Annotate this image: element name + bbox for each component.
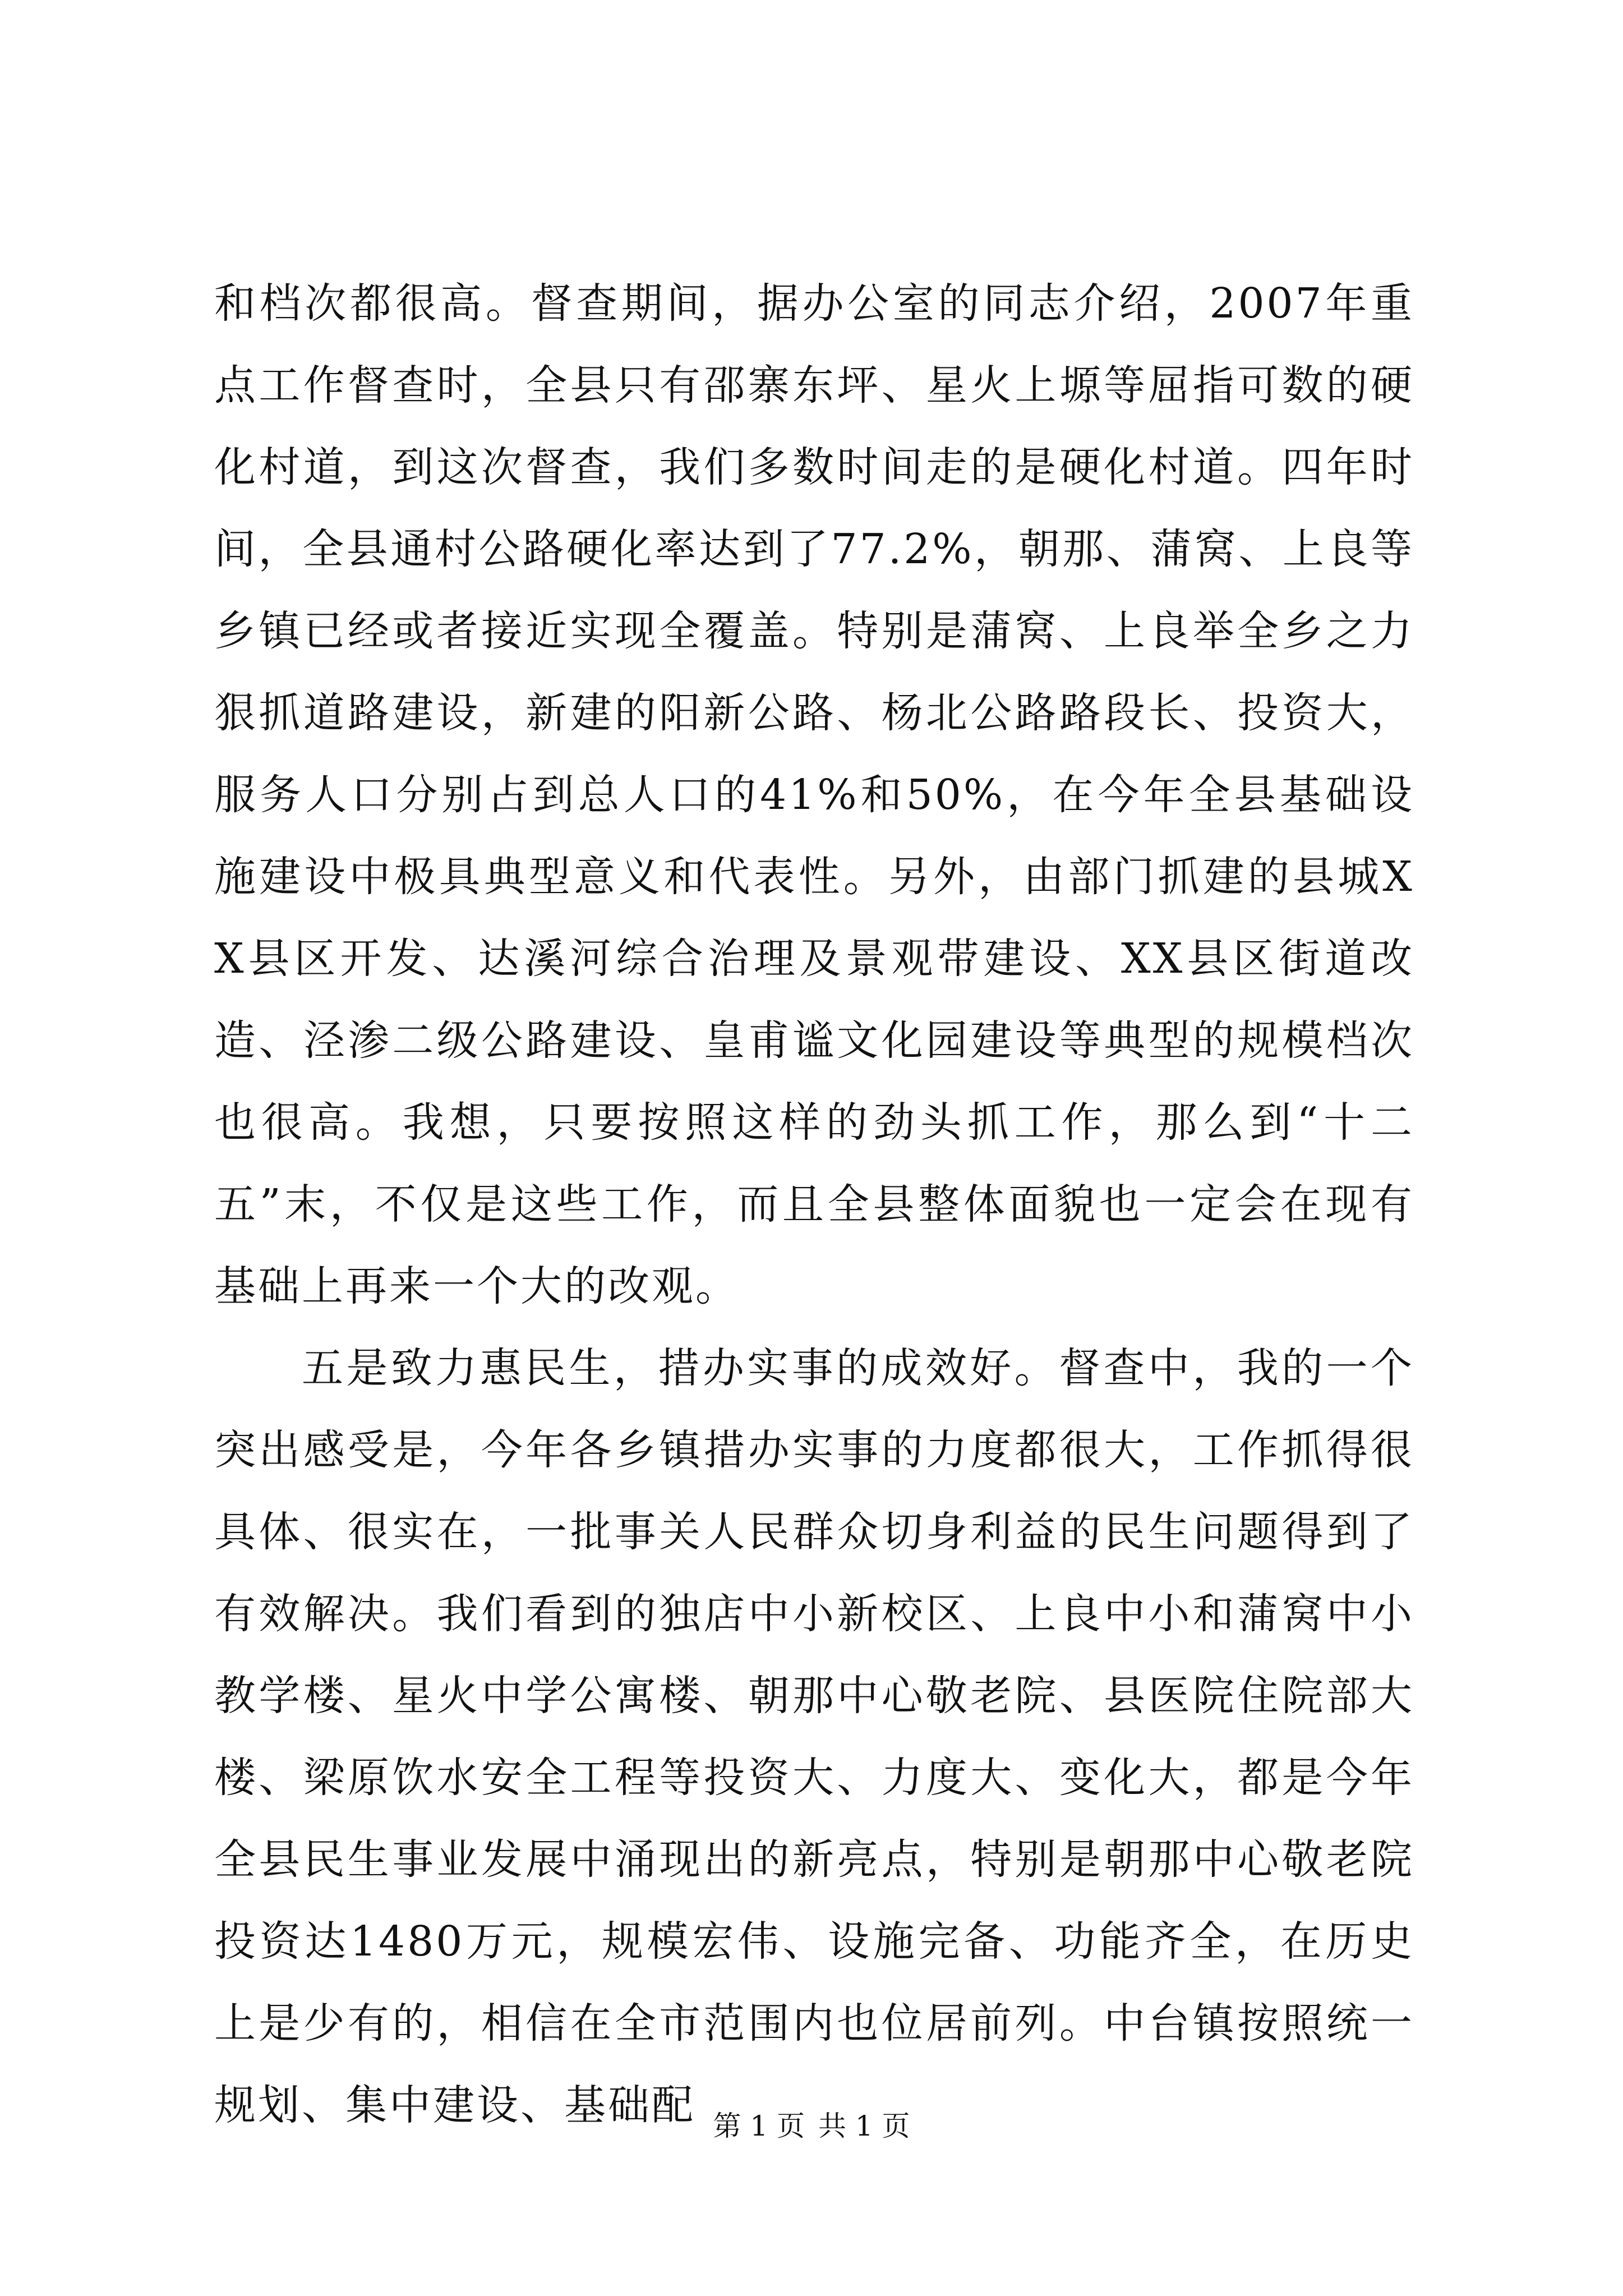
page-footer xyxy=(0,2109,1623,2143)
page-number: 第 1 页 xyxy=(713,2110,805,2142)
page-total: 共 1 页 xyxy=(818,2110,910,2142)
paragraph-infrastructure: 和档次都很高。督查期间，据办公室的同志介绍，2007年重点工作督查时，全县只有邵寨东坪、星火上塬等屈指可数的硬化村道，到这次督查，我们多数时间走的是硬化村道。四年时间，全县通村公路硬化率达到了77.2%，朝那、蒲窝、上良等乡镇已经或者接近实现全覆盖。特别是蒲窝、上良举全乡之力狠抓道路建设，新建的阳新公路、杨北公路路段长、投资大，服务人口分别占到总人口的41%和50%，在今年全县基础设施建设中极具典型意义和代表性。另外，由部门抓建的县城XX县区开发、达溪河综合治理及景观带建设、XX县区街道改造、泾渗二级公路建设、皇甫谧文化园建设等典型的规模档次也很高。我想，只要按照这样的劲头抓工作，那么到“十二五”末，不仅是这些工作，而且全县整体面貌也一定会在现有基础上再来一个大的改观。 xyxy=(214,279,1414,1310)
document-body xyxy=(214,263,1414,2146)
paragraph-livelihood: 五是致力惠民生，措办实事的成效好。督查中，我的一个突出感受是，今年各乡镇措办实事的力度都很大，工作抓得很具体、很实在，一批事关人民群众切身利益的民生问题得到了有效解决。我们看到的独店中小新校区、上良中小和蒲窝中小教学楼、星火中学公寓楼、朝那中心敬老院、县医院住院部大楼、梁原饮水安全工程等投资大、力度大、变化大，都是今年全县民生事业发展中涌现出的新亮点，特别是朝那中心敬老院投资达1480万元，规模宏伟、设施完备、功能齐全，在历史上是少有的，相信在全市范围内也位居前列。中台镇按照统一规划、集中建设、基础配 xyxy=(214,1344,1414,2129)
